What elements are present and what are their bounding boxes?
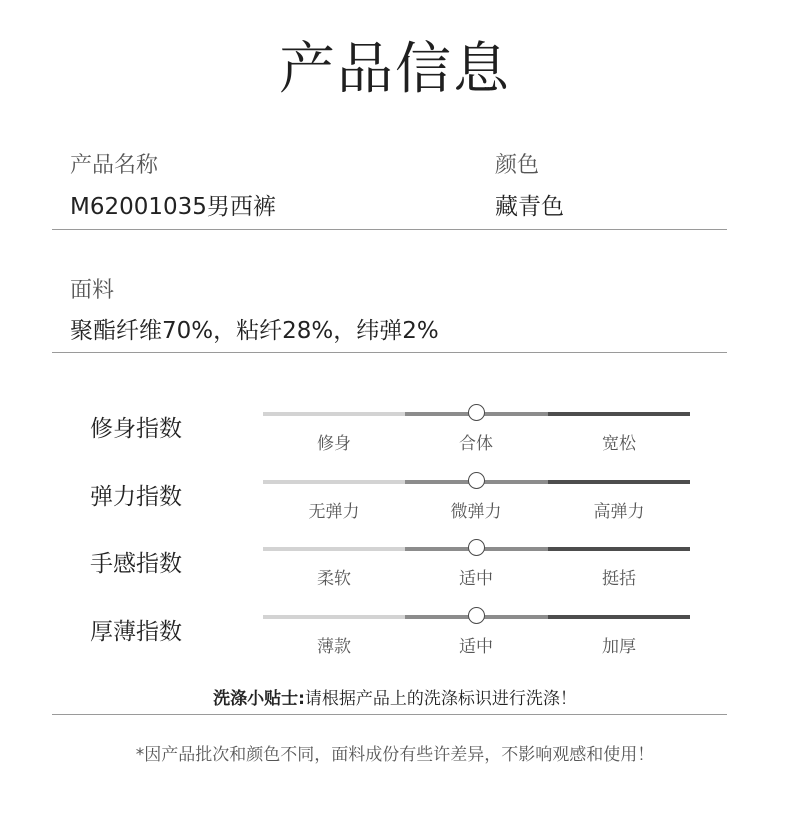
scale-tick-label: 无弹力 — [308, 502, 360, 522]
scale-segment-high — [548, 547, 690, 551]
index-label: 修身指数 — [90, 416, 182, 442]
scale-segment-low — [263, 412, 405, 416]
scale-segment-high — [548, 412, 690, 416]
index-scale — [263, 615, 690, 675]
wash-tip-label: 洗涤小贴士: — [213, 689, 305, 709]
divider — [52, 229, 727, 230]
divider — [52, 352, 727, 353]
scale-marker — [468, 607, 485, 624]
scale-tick-label: 加厚 — [602, 637, 636, 657]
disclaimer-note: *因产品批次和颜色不同，面料成份有些许差异，不影响观感和使用！ — [135, 745, 655, 765]
scale-segment-high — [548, 480, 690, 484]
scale-segment-low — [263, 615, 405, 619]
fabric-label: 面料 — [70, 278, 115, 303]
index-label: 手感指数 — [90, 551, 182, 577]
color-value: 藏青色 — [495, 194, 564, 220]
index-scale — [263, 412, 690, 472]
scale-tick-label: 挺括 — [602, 569, 636, 589]
scale-tick-label: 微弹力 — [450, 502, 502, 522]
wash-tip-text: 请根据产品上的洗涤标识进行洗涤！ — [304, 689, 577, 709]
scale-segment-low — [263, 480, 405, 484]
color-label: 颜色 — [495, 153, 540, 178]
index-scale — [263, 480, 690, 540]
scale-tick-label: 宽松 — [602, 434, 636, 454]
scale-marker — [468, 539, 485, 556]
scale-marker — [468, 404, 485, 421]
scale-segment-low — [263, 547, 405, 551]
scale-tick-label: 合体 — [459, 434, 493, 454]
scale-segment-high — [548, 615, 690, 619]
fabric-value: 聚酯纤维70%，粘纤28%，纬弹2% — [70, 318, 439, 344]
scale-tick-label: 高弹力 — [593, 502, 645, 522]
divider — [52, 714, 727, 715]
scale-marker — [468, 472, 485, 489]
scale-tick-label: 修身 — [317, 434, 351, 454]
product-name-value: M62001035男西裤 — [70, 194, 276, 220]
scale-tick-label: 适中 — [459, 569, 493, 589]
page-title: 产品信息 — [279, 37, 511, 102]
scale-tick-label: 适中 — [459, 637, 493, 657]
scale-tick-label: 薄款 — [317, 637, 351, 657]
index-label: 厚薄指数 — [90, 619, 182, 645]
scale-tick-label: 柔软 — [317, 569, 351, 589]
index-label: 弹力指数 — [90, 484, 182, 510]
wash-tip — [0, 684, 790, 709]
product-name-label: 产品名称 — [70, 153, 159, 178]
index-scale — [263, 547, 690, 607]
